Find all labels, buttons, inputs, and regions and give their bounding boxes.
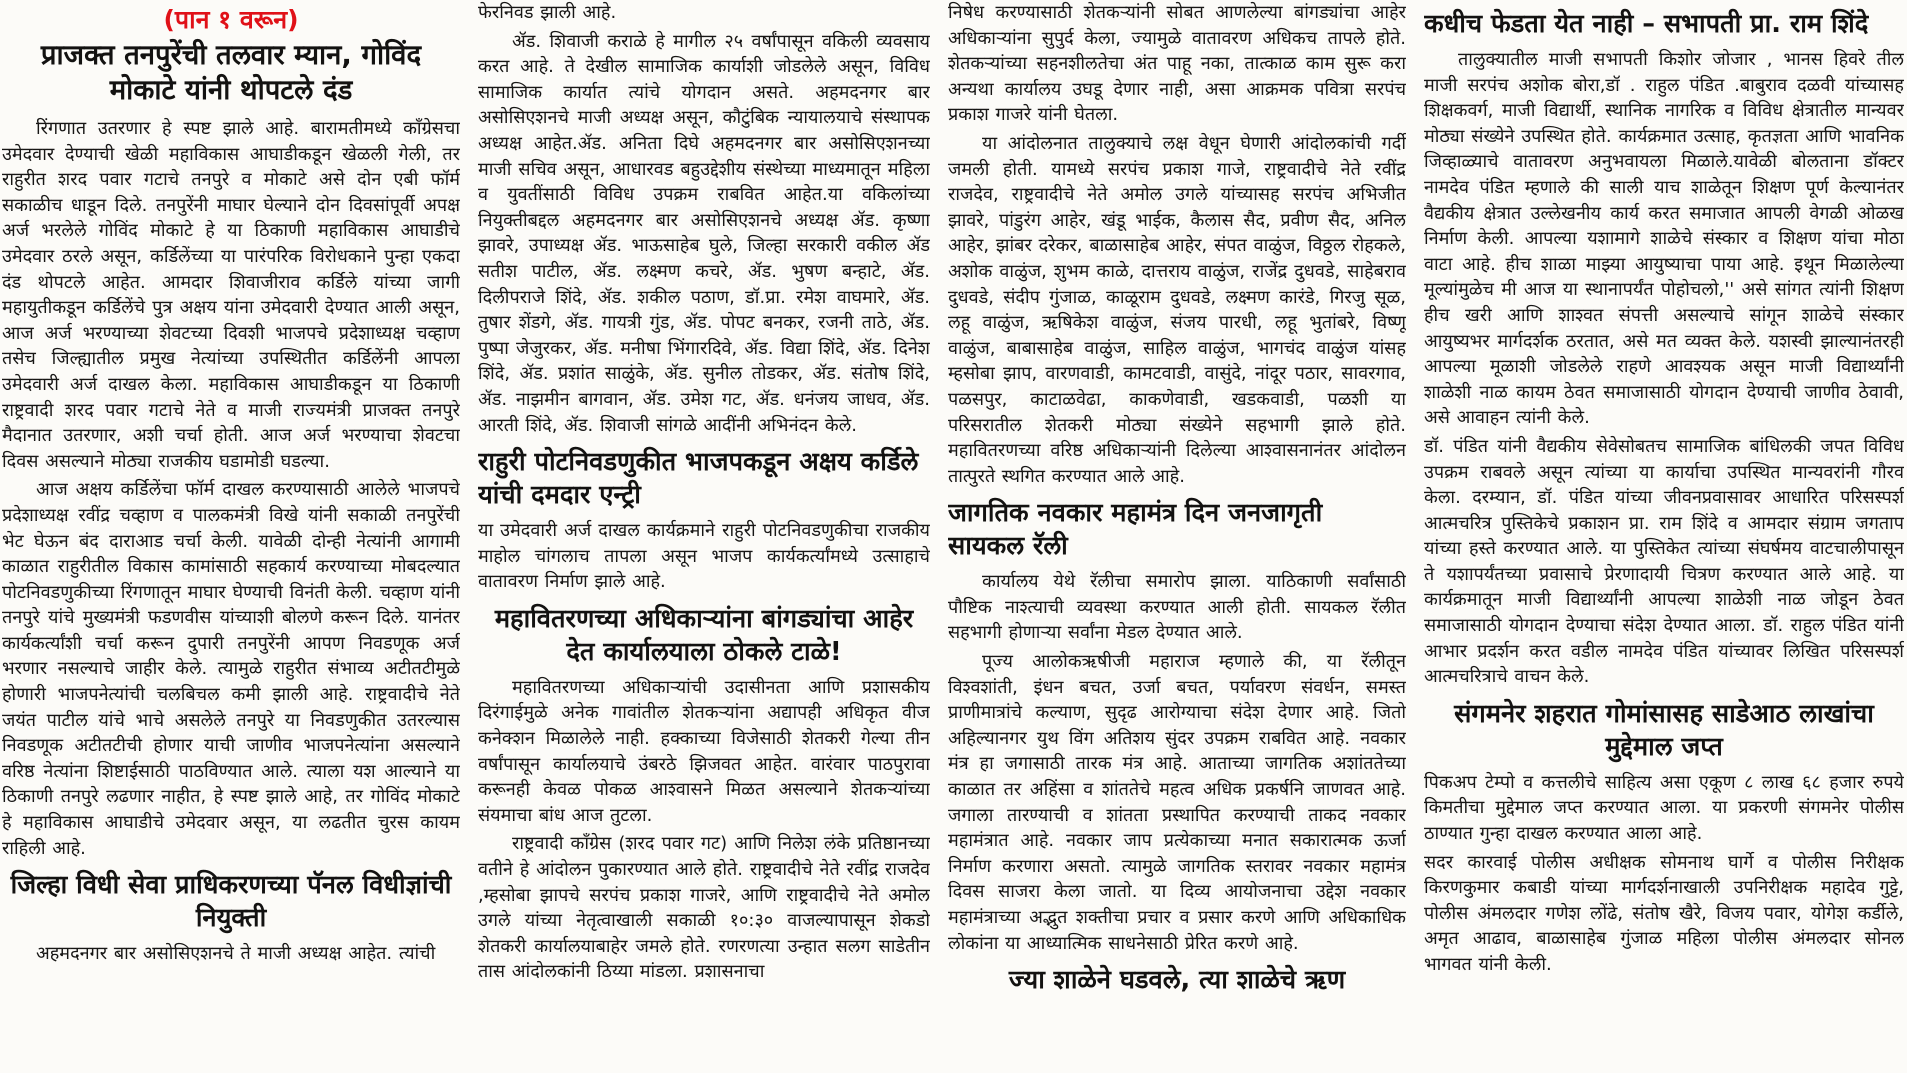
article-headline: कधीच फेडता येत नाही – सभापती प्रा. राम शिंदे xyxy=(1424,9,1869,39)
article-headline: ज्या शाळेने घडवले, त्या शाळेचे ऋण xyxy=(1008,965,1346,996)
article-paragraph: तालुक्यातील माजी सभापती किशोर जोजार , भानस हिवरे तील माजी सरपंच अशोक बोरा,डॉ . राहुल पंडित .बाबुराव दळवी यांच्यासह शिक्षकवर्ग, माजी विद्यार्थी, स्थानिक नागरिक व विविध क्षेत्रातील मान्यवर मोठ्या संख्येने उपस्थित होते. कार्यक्रमात उत्साह, कृतज्ञता आणि भावनिक जिव्हाळ्याचे वातावरण अनुभवायला मिळाले.यावेळी बोलताना डॉक्टर नामदेव पंडित म्हणाले की साली याच शाळेतून शिक्षण पूर्ण केल्यानंतर वैद्यकीय क्षेत्रात उल्लेखनीय कार्य करत समाजात आपली वेगळी ओळख निर्माण केली. आपल्या यशामागे शाळेचे संस्कार व शिक्षण यांचा मोठा वाटा आहे. हीच शाळा माझ्या आयुष्याचा पाया आहे. इथून मिळालेल्या मूल्यांमुळेच मी आज या स्थानापर्यंत पोहोचलो,'' असे सांगत त्यांनी शिक्षण हीच खरी आणि शाश्वत संपत्ती असल्याचे सांगून शाळेचे संस्कार आयुष्यभर मार्गदर्शक ठरतात, असे मत व्यक्त केले. यशस्वी झाल्यानंतरही आपल्या मूळाशी जोडलेले राहणे आवश्यक असून माजी विद्यार्थ्यांनी शाळेशी नाळ कायम ठेवत समाजासाठी योगदान देण्याची जाणीव ठेवावी, असे आवाहन त्यांनी केले. xyxy=(1424,49,1904,429)
article-paragraph: फेरनिवड झाली आहे. xyxy=(478,2,617,23)
article-paragraph: या उमेदवारी अर्ज दाखल कार्यक्रमाने राहुरी पोटनिवडणुकीचा राजकीय माहोल चांगलाच तापला असून भाजप कार्यकर्त्यांमध्ये उत्साहाचे वातावरण निर्माण झाले आहे. xyxy=(478,520,930,593)
article-paragraph: कार्यालय येथे रॅलीचा समारोप झाला. याठिकाणी सर्वांसाठी पौष्टिक नाश्त्याची व्यवस्था करण्यात आली होती. सायकल रॅलीत सहभागी होणाऱ्या सर्वांना मेडल देण्यात आले. xyxy=(948,571,1406,644)
news-column-3 xyxy=(948,0,1406,1073)
article-headline: जागतिक नवकार महामंत्र दिन जनजागृती सायकल रॅली xyxy=(948,498,1323,562)
article-paragraph: महावितरणच्या अधिकाऱ्यांची उदासीनता आणि प्रशासकीय दिरंगाईमुळे अनेक गावांतील शेतकऱ्यांना अद्यापही अधिकृत वीज कनेक्शन मिळालेले नाही. हक्काच्या विजेसाठी शेतकरी गेल्या तीन वर्षांपासून कार्यालयाचे उंबरठे झिजवत आहेत. वारंवार पाठपुरावा करूनही केवळ पोकळ आश्वासने मिळत असल्याने शेतकऱ्यांच्या संयमाचा बांध आज तुटला. xyxy=(478,676,930,826)
news-column-4 xyxy=(1424,0,1904,1073)
news-column-1 xyxy=(2,0,460,1073)
article-paragraph: राष्ट्रवादी काँग्रेस (शरद पवार गट) आणि निलेश लंके प्रतिष्ठानच्या वतीने हे आंदोलन पुकारण्यात आले होते. राष्ट्रवादीचे नेते रवींद्र राजदेव ,म्हसोबा झापचे सरपंच प्रकाश गाजरे, आणि राष्ट्रवादीचे नेते अमोल उगले यांच्या नेतृत्वाखाली सकाळी १०:३० वाजल्यापासून शेकडो शेतकरी कार्यालयाबाहेर जमले होते. रणरणत्या उन्हात सलग साडेतीन तास आंदोलकांनी ठिय्या मांडला. प्रशासनाचा xyxy=(478,833,930,983)
article-paragraph: आज अक्षय कर्डिलेंचा फॉर्म दाखल करण्यासाठी आलेले भाजपचे प्रदेशाध्यक्ष रवींद्र चव्हाण व पालकमंत्री विखे यांनी सकाळी तनपुरेंची भेट घेऊन बंद दाराआड चर्चा केली. यावेळी दोन्ही नेत्यांनी आगामी काळात राहुरीतील विकास कामांसाठी सहकार्य करण्याच्या मोबदल्यात पोटनिवडणुकीच्या रिंगणातून माघार घेण्याची विनंती केली. चव्हाण यांनी तनपुरे यांचे मुख्यमंत्री फडणवीस यांच्याशी बोलणे करून दिले. यानंतर कार्यकर्त्यांशी चर्चा करून दुपारी तनपुरेंनी आपण निवडणूक अर्ज भरणार नसल्याचे जाहीर केले. त्यामुळे राहुरीत संभाव्य अटीतटीमुळे होणारी भाजपनेत्यांची चलबिचल कमी झाली आहे. राष्ट्रवादीचे नेते जयंत पाटील यांचे भाचे असलेले तनपुरे या निवडणुकीत उतरल्यास निवडणूक अटीतटीची होणार याची जाणीव भाजपनेत्यांना असल्याने वरिष्ठ नेत्यांना शिष्टाईसाठी पाठविण्यात आले. त्याला यश आल्याने या ठिकाणी तनपुरे लढणार नाहीत, हे स्पष्ट झाले आहे, तर गोविंद मोकाटे हे महाविकास आघाडीचे उमेदवार असून, या लढतीत चुरस कायम राहिली आहे. xyxy=(2,479,460,859)
article-headline: संगमनेर शहरात गोमांसासह साडेआठ लाखांचा मुद्देमाल जप्त xyxy=(1454,698,1874,762)
article-headline: प्राजक्त तनपुरेंची तलवार म्यान, गोविंद मोकाटे यांनी थोपटले दंड xyxy=(40,39,422,106)
article-paragraph: पूज्य आलोकऋषीजी महाराज म्हणाले की, या रॅलीतून विश्वशांती, इंधन बचत, उर्जा बचत, पर्यावरण संवर्धन, समस्त प्राणीमात्रांचे कल्याण, सुदृढ आरोग्याचा संदेश देणार आहे. जितो अहिल्यानगर युथ विंग अतिशय सुंदर उपक्रम राबवित आहे. नवकार मंत्र हा जगासाठी तारक मंत्र आहे. आताच्या जागतिक अशांततेच्या काळात तर अहिंसा व शांततेचे महत्व अधिक प्रकर्षनि जाणवत आहे. जगाला तारण्याची व शांतता प्रस्थापित करण्याची ताकद नवकार महामंत्रात आहे. नवकार जाप प्रत्येकाच्या मनात सकारात्मक ऊर्जा निर्माण करणारा असतो. त्यामुळे जागतिक स्तरावर नवकार महामंत्र दिवस साजरा केला जातो. या दिव्य आयोजनाचा उद्देश नवकार महामंत्राच्या अद्भुत शक्तीचा प्रचार व प्रसार करणे आणि अधिकाधिक लोकांना या आध्यात्मिक साधनेसाठी प्रेरित करणे आहे. xyxy=(948,651,1406,954)
article-paragraph: डॉ. पंडित यांनी वैद्यकीय सेवेसोबतच सामाजिक बांधिलकी जपत विविध उपक्रम राबवले असून त्यांच्या या कार्याचा उपस्थित मान्यवरांनी गौरव केला. दरम्यान, डॉ. पंडित यांच्या जीवनप्रवासावर आधारित परिसस्पर्श आत्मचरित्र पुस्तिकेचे प्रकाशन प्रा. राम शिंदे व आमदार संग्राम जगताप यांच्या हस्ते करण्यात आले. या पुस्तिकेत त्यांच्या संघर्षमय वाटचालीपासून ते यशापर्यंतच्या प्रवासाचे प्रेरणादायी चित्रण करण्यात आले आहे. या कार्यक्रमातून माजी विद्यार्थ्यांनी आपल्या शाळेशी नाळ जोडून ठेवत समाजासाठी योगदान देण्याचा संदेश देण्यात आला. डॉ. राहुल पंडित यांनी आभार प्रदर्शन करत वडील नामदेव पंडित यांच्यावर लिखित परिसस्पर्श आत्मचरित्राचे वाचन केले. xyxy=(1424,435,1904,688)
article-paragraph: रिंगणात उतरणार हे स्पष्ट झाले आहे. बारामतीमध्ये काँग्रेसचा उमेदवार देण्याची खेळी महाविकास आघाडीकडून खेळली गेली, तर राहुरीत शरद पवार गटाचे तनपुरे व मोकाटे असे दोन एबी फॉर्म सकाळीच धाडून दिले. तनपुरेंनी माघार घेल्याने दोन दिवसांपूर्वी अपक्ष अर्ज भरलेले गोविंद मोकाटे हे या ठिकाणी महाविकास आघाडीचे उमेदवार ठरले असून, कर्डिलेंच्या या पारंपरिक विरोधकाने पुन्हा एकदा दंड थोपटले आहेत. आमदार शिवाजीराव कर्डिले यांच्या जागी महायुतीकडून कर्डिलेंचे पुत्र अक्षय यांना उमेदवारी देण्यात आली असून, आज अर्ज भरण्याच्या शेवटच्या दिवशी भाजपचे प्रदेशाध्यक्ष चव्हाण तसेच जिल्ह्यातील प्रमुख नेत्यांच्या उपस्थितीत कर्डिलेंनी आपला उमेदवारी अर्ज दाखल केला. महाविकास आघाडीकडून या ठिकाणी राष्ट्रवादी शरद पवार गटाचे नेते व माजी राज्यमंत्री प्राजक्त तनपुरे मैदानात उतरणार, अशी चर्चा होती. आज अर्ज भरण्याचा शेवटचा दिवस असल्याने मोठ्या राजकीय घडामोडी घडल्या. xyxy=(2,118,460,472)
article-headline: महावितरणच्या अधिकाऱ्यांना बांगड्यांचा आहेर देत कार्यालयाला ठोकले टाळे! xyxy=(494,603,914,667)
article-paragraph: अहमदनगर बार असोसिएशनचे ते माजी अध्यक्ष आहेत. त्यांची xyxy=(36,943,436,965)
article-headline: जिल्हा विधी सेवा प्राधिकरणच्या पॅनल विधीज्ञांची नियुक्ती xyxy=(10,870,452,934)
news-column-2 xyxy=(478,0,930,1073)
article-paragraph: निषेध करण्यासाठी शेतकऱ्यांनी सोबत आणलेल्या बांगड्यांचा आहेर अधिकाऱ्यांना सुपुर्द केला, ज्यामुळे वातावरण अधिकच तापले होते. शेतकऱ्यांच्या सहनशीलतेचा अंत पाहू नका, तात्काळ काम सुरू करा अन्यथा कार्यालय उघडू देणार नाही, असा आक्रमक पवित्रा सरपंच प्रकाश गाजरे यांनी घेतला. xyxy=(948,2,1406,126)
article-paragraph: सदर कारवाई पोलीस अधीक्षक सोमनाथ घार्गे व पोलीस निरीक्षक किरणकुमार कबाडी यांच्या मार्गदर्शनाखाली उपनिरीक्षक महादेव गुट्टे, पोलीस अंमलदार गणेश लोंढे, संतोष खैरे, विजय पवार, योगेश कर्डीले, अमृत आढाव, बाळासाहेब गुंजाळ महिला पोलीस अंमलदार सोनल भागवत यांनी केली. xyxy=(1424,851,1904,975)
continued-from-page-tag: (पान १ वरून) xyxy=(163,5,299,34)
article-paragraph: ॲड. शिवाजी कराळे हे मागील २५ वर्षांपासून वकिली व्यवसाय करत आहे. ते देखील सामाजिक कार्याशी जोडलेले असून, विविध सामाजिक कार्यात त्यांचे योगदान असते. अहमदनगर बार असोसिएशनचे माजी अध्यक्ष असून, कौटुंबिक न्यायालयाचे संस्थापक अध्यक्ष आहेत.ॲड. अनिता दिघे अहमदनगर बार असोसिएशनच्या माजी सचिव असून, आधारवड बहुउद्देशीय संस्थेच्या माध्यमातून महिला व युवतींसाठी विविध उपक्रम राबवित आहेत.या वकिलांच्या नियुक्तीबद्दल अहमदनगर बार असोसिएशनचे अध्यक्ष ॲड. कृष्णा झावरे, उपाध्यक्ष ॲड. भाऊसाहेब घुले, जिल्हा सरकारी वकील ॲड सतीश पाटील, ॲड. लक्ष्मण कचरे, ॲड. भुषण बन्हाटे, ॲड. दिलीपराजे शिंदे, ॲड. शकील पठाण, डॉ.प्रा. रमेश वाघमारे, ॲड. तुषार शेंडगे, ॲड. गायत्री गुंड, ॲड. पोपट बनकर, रजनी ताठे, ॲड. पुष्पा जेजुरकर, ॲड. मनीषा भिंगारदिवे, ॲड. विद्या शिंदे, ॲड. दिनेश शिंदे, ॲड. प्रशांत साळुंके, ॲड. सुनील तोडकर, ॲड. संतोष शिंदे, ॲड. नाझमीन बागवान, ॲड. उमेश गट, ॲड. धनंजय जाधव, ॲड. आरती शिंदे, ॲड. शिवाजी सांगळे आदींनी अभिनंदन केले. xyxy=(478,30,930,436)
article-paragraph: या आंदोलनात तालुक्याचे लक्ष वेधून घेणारी आंदोलकांची गर्दी जमली होती. यामध्ये सरपंच प्रकाश गाजे, राष्ट्रवादीचे नेते रवींद्र राजदेव, राष्ट्रवादीचे नेते अमोल उगले यांच्यासह सरपंच अभिजीत झावरे, पांडुरंग आहेर, खंडू भाईक, कैलास सैद, प्रवीण सैद, अनिल आहेर, झांबर दरेकर, बाळासाहेब आहेर, संपत वाळुंज, विठ्ठल रोहकले, अशोक वाळुंज, शुभम काळे, दात्तराय वाळुंज, राजेंद्र दुधवडे, साहेबराव दुधवडे, संदीप गुंजाळ, काळूराम दुधवडे, लक्ष्मण कारंडे, गिरजु सूळ, लहू वाळुंज, ऋषिकेश वाळुंज, संजय पारधी, लहू भुतांबरे, विष्णू वाळुंज, बाबासाहेब वाळुंज, साहिल वाळुंज, भागचंद वाळुंज यांसह म्हसोबा झाप, वारणवाडी, कामटवाडी, वासुंदे, नांदूर पठार, सावरगाव, पळसपुर, काटाळवेढा, काकणेवाडी, खडकवाडी, पळशी या परिसरातील शेतकरी मोठ्या संख्येने सहभागी झाले होते. महावितरणच्या वरिष्ठ अधिकाऱ्यांनी दिलेल्या आश्वासनानंतर आंदोलन तात्पुरते स्थगित करण्यात आले आहे. xyxy=(948,132,1406,487)
article-paragraph: पिकअप टेम्पो व कत्तलीचे साहित्य असा एकूण ८ लाख ६८ हजार रुपये किमतीचा मुद्देमाल जप्त करण्यात आला. या प्रकरणी संगमनेर पोलीस ठाण्यात गुन्हा दाखल करण्यात आला आहे. xyxy=(1424,771,1904,845)
article-headline: राहुरी पोटनिवडणुकीत भाजपकडून अक्षय कर्डिले यांची दमदार एन्ट्री xyxy=(478,447,919,511)
